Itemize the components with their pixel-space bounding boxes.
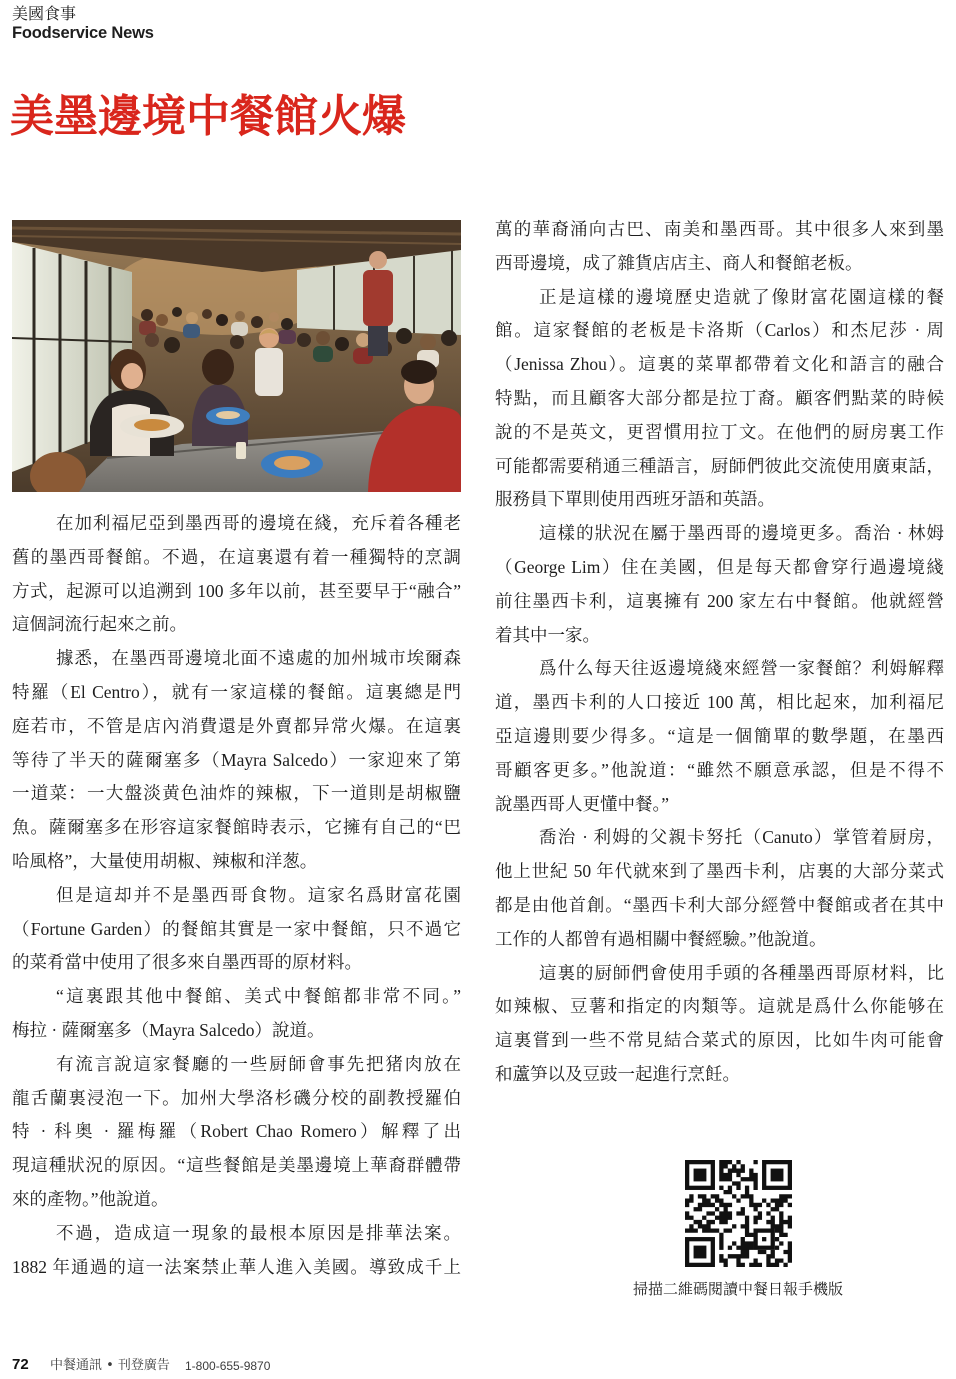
body-text-line: 1882 年通過的這一法案禁止華人進入美國。導致成千上 <box>12 1256 461 1277</box>
diner-body <box>231 322 248 336</box>
qr-finder-pattern-center <box>694 1169 707 1182</box>
body-text-line: 工作的人都曾有過相關中餐經驗。”他說道。 <box>495 928 827 949</box>
body-text-line: 都是由他首創。“墨西卡利大部分經營中餐館或者在其中 <box>495 894 944 915</box>
body-text-line: 和蘆笋以及豆豉一起進行烹飪。 <box>495 1063 740 1084</box>
body-text-line: “這裏跟其他中餐館、美式中餐館都非常不同。” <box>56 986 461 1007</box>
body-text-line: （George Lim）住在美國，但是每天都會穿行過邊境綫 <box>495 556 944 577</box>
diner-head <box>156 314 168 326</box>
body-text-line: 一道菜：一大盤淡黄色油炸的辣椒，下一道則是胡椒鹽 <box>12 783 461 804</box>
body-text-line: 道，墨西卡利的人口接近 100 萬，相比起來，加利福尼 <box>495 692 944 713</box>
body-text-line: 舊的墨西哥餐館。不過，在這裏還有着一種獨特的烹調 <box>12 546 461 567</box>
diner-body <box>183 324 200 338</box>
body-text-line: 特點，而且顧客大部分都是拉丁裔。顧客們點菜的時候 <box>495 387 944 408</box>
body-text-line: （Jenissa Zhou）。這裏的菜單都帶着文化和語言的融合 <box>495 354 944 375</box>
qr-alignment-pattern <box>753 1228 774 1249</box>
body-text-line: 如辣椒、豆薯和指定的肉類等。這就是爲什么你能够在 <box>495 996 944 1017</box>
paragraph <box>12 1217 461 1285</box>
article-photo <box>12 220 461 492</box>
paragraph <box>495 517 944 652</box>
diner-body <box>313 346 333 362</box>
body-text-line: 服務員下單則使用西班牙語和英語。 <box>495 489 775 510</box>
diner-head <box>251 316 263 328</box>
body-text-line: 這個詞流行起來之前。 <box>12 614 187 635</box>
body-text-line: 說的不是英文，更習慣用拉丁文。在他們的厨房裏工作 <box>495 421 944 442</box>
body-text-line: 魚。薩爾塞多在形容這家餐館時表示，它擁有自己的“巴 <box>12 817 461 838</box>
body-text-line: （Fortune Garden）的餐館其實是一家中餐館，只不過它 <box>12 918 461 939</box>
paragraph <box>12 980 461 1048</box>
article-title: 美墨邊境中餐館火爆 <box>10 91 406 142</box>
diner-body <box>139 321 156 335</box>
body-text-line: 可能都需要稍通三種語言，厨師們彼此交流使用廣東話， <box>495 455 944 476</box>
diner-head <box>316 331 330 345</box>
cup <box>236 442 246 459</box>
body-text-line: 這樣的狀況在屬于墨西哥的邊境更多。喬治 · 林姆 <box>539 523 944 544</box>
qr-finder-pattern-center <box>694 1246 707 1259</box>
diner-head <box>186 312 198 324</box>
diner-head <box>235 311 245 321</box>
qr-alignment-pattern-center <box>762 1237 766 1241</box>
diner-head <box>356 333 370 347</box>
diner-head <box>269 312 279 322</box>
body-text-line: 這裏嘗到一些不常見結合菜式的原因，比如牛肉可能會 <box>495 1030 944 1051</box>
diner-left-face <box>121 363 143 389</box>
diner-head <box>216 314 228 326</box>
body-text-line: 着其中一家。 <box>495 624 600 645</box>
person-white-shirt <box>255 348 283 396</box>
paragraph <box>495 821 944 956</box>
diner-head <box>420 334 436 350</box>
body-text-line: 但是這却并不是墨西哥食物。這家名爲財富花園 <box>56 884 461 905</box>
diner-head <box>441 330 457 346</box>
body-text-line: 館。這家餐館的老板是卡洛斯（Carlos）和杰尼莎 · 周 <box>495 320 944 341</box>
diner-head <box>145 333 159 347</box>
person-head <box>369 251 387 269</box>
body-text-line: 龍舌蘭裏浸泡一下。加州大學洛杉磯分校的副教授羅伯 <box>12 1087 461 1108</box>
qr-finder-pattern <box>762 1160 792 1190</box>
body-text-line: 梅拉 · 薩爾塞多（Mayra Salcedo）說道。 <box>12 1019 325 1040</box>
photo-standing-man <box>255 328 283 396</box>
person-plaid-jacket <box>363 270 393 326</box>
section-name-chinese: 美國食事 <box>12 4 77 23</box>
body-text-line: 說墨西哥人更懂中餐。” <box>495 793 670 814</box>
body-text-line: 現這種狀況的原因。“這些餐館是美墨邊境上華裔群體帶 <box>12 1155 461 1176</box>
body-text-line: 有流言說這家餐廳的一些厨師會事先把猪肉放在 <box>56 1053 461 1074</box>
diner-head <box>141 309 153 321</box>
paragraph <box>495 652 944 821</box>
paragraph <box>12 642 461 879</box>
body-text-line: 哈風格”，大量使用胡椒、辣椒和洋葱。 <box>12 850 318 871</box>
plate-food <box>274 456 310 470</box>
body-text-line: 西哥邊境，成了雜貨店店主、商人和餐館老板。 <box>495 252 863 273</box>
body-text-line: 哥顧客更多。”他說道：“雖然不願意承認，但是不得不 <box>495 759 944 780</box>
section-name-english: Foodservice News <box>12 24 154 42</box>
diner-head <box>202 309 212 319</box>
diner-right-hair <box>401 360 437 384</box>
qr-finder-pattern <box>685 1237 715 1267</box>
qr-code <box>685 1160 792 1267</box>
body-text-line: 亞這邊則要少得多。“這是一個簡單的數學題，在墨西 <box>495 725 944 746</box>
page-number: 72 <box>12 1356 29 1373</box>
diner-center-hair <box>202 349 234 385</box>
body-text-line: 來的產物。”他說道。 <box>12 1188 169 1209</box>
diner-body <box>278 330 296 344</box>
paragraph <box>12 507 461 642</box>
publication-name: 中餐通訊 • 刊登廣告 <box>50 1358 170 1373</box>
paragraph <box>495 957 944 1092</box>
paragraph <box>12 879 461 980</box>
article-right-column <box>495 213 944 1092</box>
article-left-column <box>12 507 461 1284</box>
qr-code-icon <box>685 1160 792 1267</box>
cafeteria-photo <box>12 220 461 492</box>
plate-food <box>216 411 240 419</box>
body-text-line: 這裏的厨師們會使用手頭的各種墨西哥原材料，比 <box>539 962 944 983</box>
body-text-line: 爲什么每天往返邊境綫來經營一家餐館？利姆解釋 <box>539 658 944 679</box>
body-text-line: 不過，造成這一現象的最根本原因是排華法案。 <box>56 1222 461 1243</box>
body-text-line: 喬治 · 利姆的父親卡努托（Canuto）掌管着厨房， <box>539 827 944 848</box>
phone-number: 1-800-655-9870 <box>185 1359 271 1373</box>
diner-head <box>172 307 182 317</box>
body-text-line: 前往墨西卡利，這裏擁有 200 家左右中餐館。他就經營 <box>495 590 944 611</box>
body-text-line: 的菜肴當中使用了很多來自墨西哥的原材料。 <box>12 952 362 973</box>
diner-head <box>281 318 293 330</box>
person-legs <box>368 322 388 356</box>
paragraph <box>495 281 944 518</box>
diner-head <box>396 328 412 344</box>
body-text-line: 特 · 科奥 · 羅梅羅（Robert Chao Romero）解釋了出 <box>12 1121 461 1142</box>
plate-food <box>134 419 170 431</box>
body-text-line: 據悉，在墨西哥邊境北面不遠處的加州城市埃爾森 <box>56 648 461 669</box>
diner-head <box>230 335 244 349</box>
diner-head <box>297 333 311 347</box>
body-text-line: 在加利福尼亞到墨西哥的邊境在綫，充斥着各種老 <box>56 513 461 533</box>
body-text-line: 正是這樣的邊境歷史造就了像財富花園這樣的餐 <box>539 286 944 307</box>
body-text-line: 方式，起源可以追溯到 100 多年以前，甚至要早于“融合” <box>12 580 461 601</box>
body-text-line: 庭若市，不管是店內消費還是外賣都异常火爆。在這裏 <box>12 715 461 736</box>
body-text-line: 萬的華裔涌向古巴、南美和墨西哥。其中很多人來到墨 <box>495 219 944 239</box>
body-text-line: 等待了半天的薩爾塞多（Mayra Salcedo）一家迎來了第 <box>12 749 461 770</box>
diner-head <box>164 337 180 353</box>
qr-finder-pattern-center <box>771 1169 784 1182</box>
qr-caption: 掃描二維碼閱讀中餐日報手機版 <box>632 1282 843 1298</box>
body-text-line: 特羅（El Centro），就有一家這樣的餐館。這裏總是門 <box>12 681 461 702</box>
qr-finder-pattern <box>685 1160 715 1190</box>
diner-head <box>335 337 349 351</box>
paragraph <box>495 213 944 281</box>
paragraph <box>12 1048 461 1217</box>
body-text-line: 他上世紀 50 年代就來到了墨西卡利，店裏的大部分菜式 <box>495 861 944 882</box>
